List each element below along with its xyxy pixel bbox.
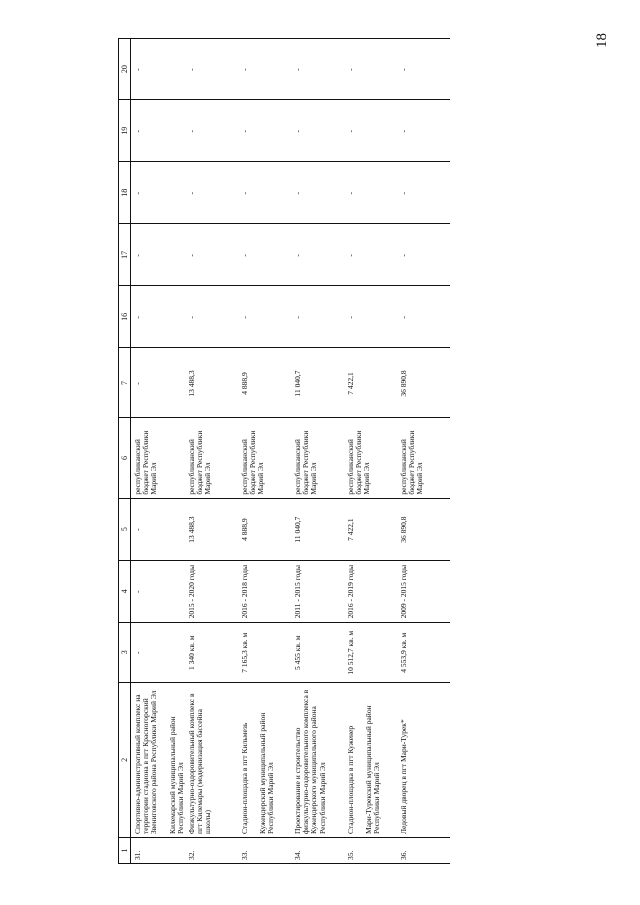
source-cell: республиканский бюджет Республики Марий Эл <box>131 418 186 498</box>
district-label: Кужендерский муниципальный район Республики Марий Эл <box>258 712 276 834</box>
area-cell: 10 512,7 кв. м <box>344 622 397 682</box>
source-cell: республиканский бюджет Республики Марий Эл <box>397 418 450 498</box>
col19-cell: - <box>131 100 186 162</box>
column-header: 3 <box>119 622 131 682</box>
row-number: 33. <box>238 837 291 863</box>
area-cell: 5 455 кв. м <box>291 622 344 682</box>
cost-cell: 7 422,1 <box>344 498 397 560</box>
area-cell: 7 165,3 кв. м <box>238 622 291 682</box>
column-header: 20 <box>119 39 131 100</box>
object-name-cell <box>291 682 344 837</box>
column-header: 4 <box>119 560 131 622</box>
source-cell: республиканский бюджет Республики Марий Эл <box>291 418 344 498</box>
row-number: 32. <box>185 837 238 863</box>
cost-cell: - <box>131 498 186 560</box>
column-number-row <box>119 39 131 864</box>
col16-cell: - <box>397 286 450 348</box>
row-number: 35. <box>344 837 397 863</box>
column-header: 7 <box>119 348 131 418</box>
col17-cell: - <box>291 224 344 286</box>
col16-cell: - <box>131 286 186 348</box>
amount-cell: - <box>131 348 186 418</box>
amount-cell: 13 488,3 <box>185 348 238 418</box>
area-cell: 1 340 кв. м <box>185 622 238 682</box>
col17-cell: - <box>238 224 291 286</box>
col17-cell: - <box>344 224 397 286</box>
col19-cell: - <box>344 100 397 162</box>
table-row <box>397 39 450 864</box>
col17-cell: - <box>397 224 450 286</box>
column-header: 18 <box>119 162 131 224</box>
object-name: Проектирование и строительство физкультурно-оздоровительного комплекса в Кужендерского муниципального района Республики Марий Эл <box>293 689 327 834</box>
object-name: Стадион-площадка в пгт Куженер <box>346 725 356 834</box>
col19-cell: - <box>185 100 238 162</box>
cost-cell: 36 890,8 <box>397 498 450 560</box>
col20-cell: - <box>185 39 238 100</box>
col18-cell: - <box>397 162 450 224</box>
source-cell: республиканский бюджет Республики Марий Эл <box>344 418 397 498</box>
row-number: 34. <box>291 837 344 863</box>
column-header: 16 <box>119 286 131 348</box>
object-name: Стадион-площадка в пгт Кильмезь <box>240 722 250 834</box>
object-name: Физкультурно-оздоровительный комплекс в пгт Килемары (модернизация бассейна школы) <box>187 693 213 834</box>
column-header: 1 <box>119 837 131 863</box>
page-number: 18 <box>594 33 610 48</box>
row-number: 31. <box>131 837 186 863</box>
col17-cell: - <box>131 224 186 286</box>
table-row <box>291 39 344 864</box>
col18-cell: - <box>131 162 186 224</box>
object-name-cell <box>185 682 238 837</box>
table-row <box>344 39 397 864</box>
source-cell: республиканский бюджет Республики Марий Эл <box>185 418 238 498</box>
col19-cell: - <box>397 100 450 162</box>
period-cell: 2015 - 2020 годы <box>185 560 238 622</box>
column-header: 5 <box>119 498 131 560</box>
source-cell: республиканский бюджет Республики Марий Эл <box>238 418 291 498</box>
amount-cell: 7 422,1 <box>344 348 397 418</box>
period-cell: 2016 - 2019 годы <box>344 560 397 622</box>
col18-cell: - <box>238 162 291 224</box>
area-cell: - <box>131 622 186 682</box>
col18-cell: - <box>344 162 397 224</box>
cost-cell: 11 040,7 <box>291 498 344 560</box>
column-header: 6 <box>119 418 131 498</box>
col16-cell: - <box>238 286 291 348</box>
object-name-cell <box>397 682 450 837</box>
period-cell: 2016 - 2018 годы <box>238 560 291 622</box>
col18-cell: - <box>185 162 238 224</box>
district-label: Мари-Турекский муниципальный район Республики Марий Эл <box>364 705 382 834</box>
col16-cell: - <box>185 286 238 348</box>
period-cell: 2011 - 2015 годы <box>291 560 344 622</box>
col16-cell: - <box>344 286 397 348</box>
amount-cell: 4 888,9 <box>238 348 291 418</box>
amount-cell: 11 040,7 <box>291 348 344 418</box>
col19-cell: - <box>238 100 291 162</box>
object-name: Ледовый дворец в пгт Мари-Турек* <box>399 719 409 834</box>
col20-cell: - <box>291 39 344 100</box>
amount-cell: 36 890,8 <box>397 348 450 418</box>
object-name-cell <box>344 682 397 837</box>
object-name-cell <box>238 682 291 837</box>
col19-cell: - <box>291 100 344 162</box>
column-header: 2 <box>119 682 131 837</box>
period-cell: 2009 - 2015 годы <box>397 560 450 622</box>
col20-cell: - <box>397 39 450 100</box>
col20-cell: - <box>238 39 291 100</box>
table-row <box>131 39 186 864</box>
col20-cell: - <box>131 39 186 100</box>
object-name-cell <box>131 682 186 837</box>
object-name: Спортивно-административный комплекс на территории стадиона в пгт Красногорский Звениговского района Республики Марий Эл <box>133 690 159 834</box>
col20-cell: - <box>344 39 397 100</box>
cost-cell: 13 488,3 <box>185 498 238 560</box>
objects-table <box>118 38 450 864</box>
table-row <box>238 39 291 864</box>
column-header: 19 <box>119 100 131 162</box>
table-row <box>185 39 238 864</box>
cost-cell: 4 888,9 <box>238 498 291 560</box>
period-cell: - <box>131 560 186 622</box>
area-cell: 4 553,9 кв. м <box>397 622 450 682</box>
col18-cell: - <box>291 162 344 224</box>
district-label: Килемарский муниципальный район Республики Марий Эл <box>167 716 185 834</box>
rotated-table-frame <box>118 38 538 864</box>
column-header: 17 <box>119 224 131 286</box>
col16-cell: - <box>291 286 344 348</box>
col17-cell: - <box>185 224 238 286</box>
row-number: 36. <box>397 837 450 863</box>
